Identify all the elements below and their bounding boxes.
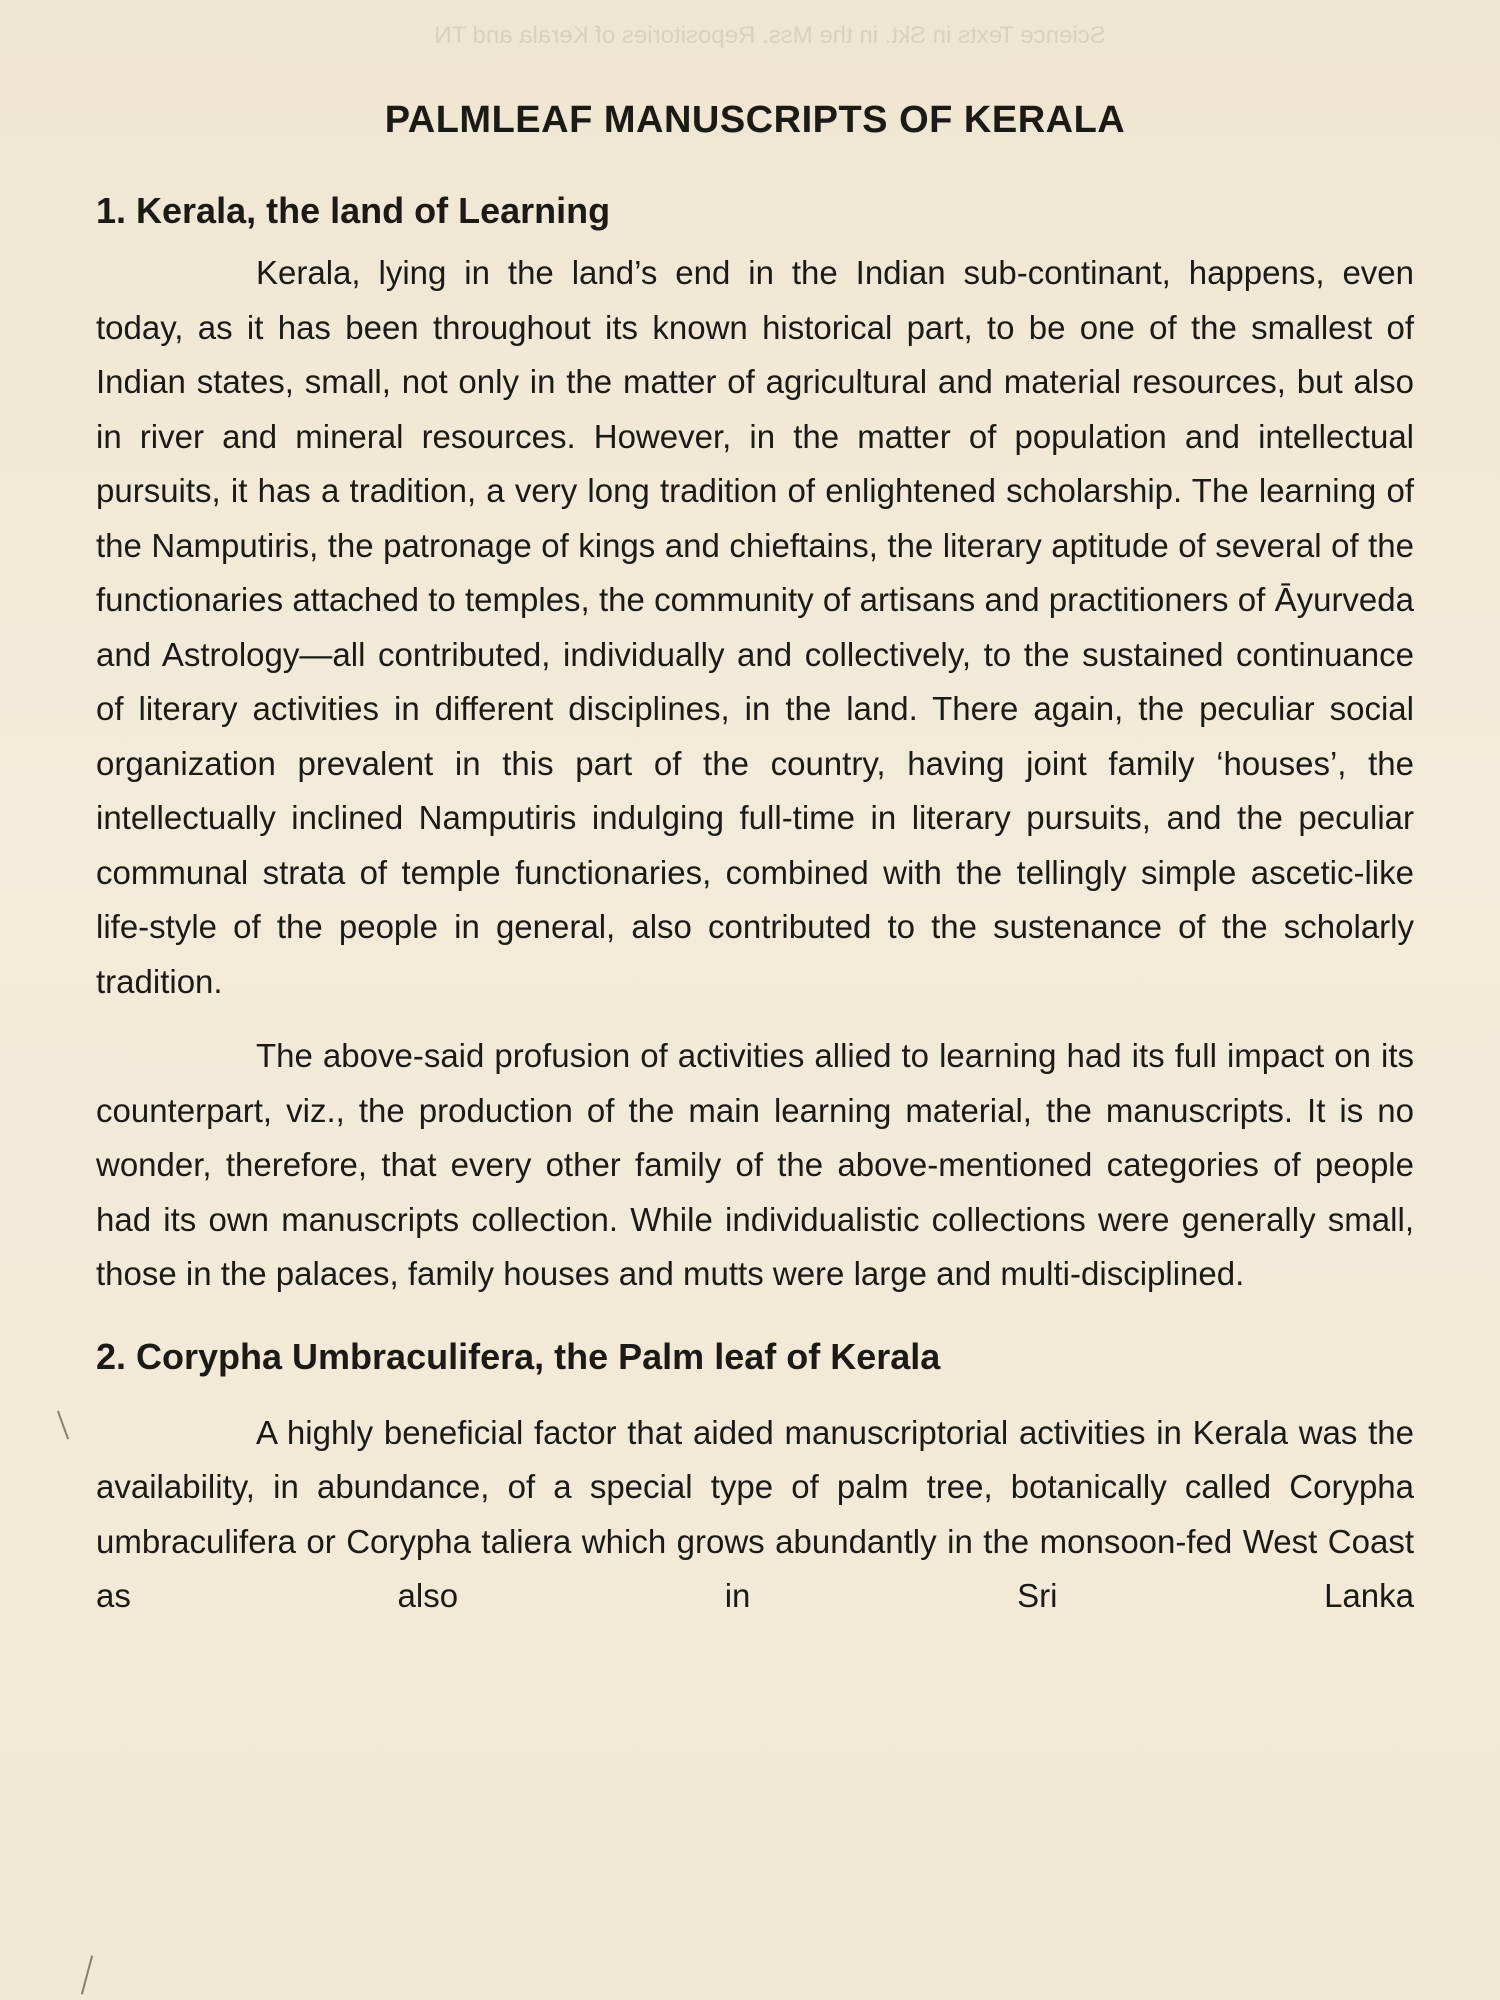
paragraph: The above-said profusion of activities allied to learning had its full impact on its counterpart, viz., the production of the main learning material, the manuscripts. It is no wonder, therefore, that every other family of the above-mentioned categories of people had its own manuscripts collection. While individualistic collections were generally small, those in the palaces, family houses and mutts were large and multi-disciplined. [96, 1037, 1414, 1292]
page-title: PALMLEAF MANUSCRIPTS OF KERALA [384, 99, 1126, 141]
section-heading: 1. Kerala, the land of Learning [96, 190, 611, 231]
paragraph: Kerala, lying in the land’s end in the Indian sub-continant, happens, even today, as it has been throughout its known historical part, to be one of the smallest of Indian states, small, not only in the matter of agricultural and material resources, but also in river and mineral resources. However, in the matter of population and intellectual pursuits, it has a tradition, a very long tradition of enlightened scholarship. The learning of the Namputiris, the patronage of kings and chieftains, the literary aptitude of several of the functionaries attached to temples, the community of artisans and practitioners of Āyurveda and Astrology—all contributed, individually and collectively, to the sustained continuance of literary activities in different disciplines, in the land. There again, the peculiar social organization prevalent in this part of the country, having joint family ‘houses’, the intellectually inclined Namputiris indulging full-time in literary pursuits, and the peculiar communal strata of temple functionaries, combined with the tellingly simple ascetic-like life-style of the people in general, also contributed to the sustenance of the scholarly tradition. [96, 254, 1414, 1000]
paragraph: A highly beneficial factor that aided manuscriptorial activities in Kerala was the availability, in abundance, of a special type of palm tree, botanically called Corypha umbraculifera or Corypha taliera which grows abundantly in the monsoon-fed West Coast as also in Sri Lanka [96, 1413, 1414, 1614]
spacer [96, 1392, 1414, 1406]
spacer [96, 1302, 1414, 1334]
section-heading: 2. Corypha Umbraculifera, the Palm leaf of Kerala [96, 1335, 941, 1377]
spacer [96, 1009, 1414, 1029]
document-body [96, 96, 1414, 1624]
